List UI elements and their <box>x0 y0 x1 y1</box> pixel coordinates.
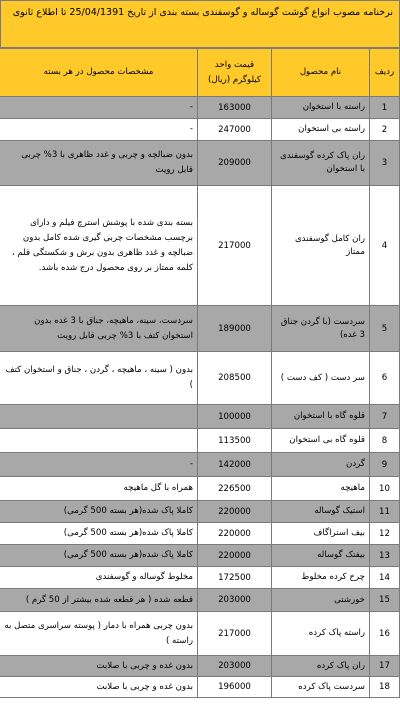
table-row <box>0 501 400 523</box>
product-name: قلوه گاه با استخوان <box>272 405 370 429</box>
row-number: 5 <box>370 306 400 352</box>
unit-price: 247000 <box>198 119 272 141</box>
product-name: بیفتک گوساله <box>272 545 370 567</box>
table-row <box>0 186 400 306</box>
product-spec: - <box>0 97 198 119</box>
row-number: 4 <box>370 186 400 306</box>
table-row <box>0 523 400 545</box>
unit-price: 196000 <box>198 677 272 698</box>
table-row <box>0 429 400 453</box>
row-number: 15 <box>370 589 400 612</box>
unit-price: 163000 <box>198 97 272 119</box>
product-spec: مخلوط گوساله و گوسفندی <box>0 567 198 589</box>
row-number: 12 <box>370 523 400 545</box>
unit-price: 220000 <box>198 545 272 567</box>
product-spec: بدون غده و چربی با صلابت <box>0 677 198 698</box>
row-number: 13 <box>370 545 400 567</box>
table-row <box>0 545 400 567</box>
table-header-row <box>0 49 400 97</box>
row-number: 7 <box>370 405 400 429</box>
product-name: راسته با استخوان <box>272 97 370 119</box>
product-spec: بسته بندی شده با پوشش استرچ فیلم و دارای برچسب مشخصات چربی گیری شده کامل بدون ضبالچه و غدد ظاهری بدون برش و شکستگی قلم ، کلمه ممتاز بر روی محصول درج شده باشد. <box>0 186 198 306</box>
product-name: گردن <box>272 453 370 477</box>
row-number: 14 <box>370 567 400 589</box>
document-title: نرخنامه مصوب انواع گوشت گوساله و گوسفندی بسته بندی از تاریخ 25/04/1391 تا اطلاع ثانوی <box>0 0 400 48</box>
unit-price: 189000 <box>198 306 272 352</box>
product-name: ران پاک کرده <box>272 656 370 677</box>
product-spec: قطعه شده ( هر قطعه شده بیشتر از 50 گرم ) <box>0 589 198 612</box>
product-name: استیک گوساله <box>272 501 370 523</box>
table-row <box>0 453 400 477</box>
product-spec: بدون چربی همراه با دمار ( پوسته سراسری متصل به راسته ) <box>0 612 198 656</box>
unit-price: 208500 <box>198 352 272 405</box>
unit-price: 220000 <box>198 501 272 523</box>
row-number: 18 <box>370 677 400 698</box>
row-number: 10 <box>370 477 400 501</box>
product-spec: کاملا پاک شده(هر بسته 500 گرمی) <box>0 545 198 567</box>
product-name: سردست (با گردن جناق 3 غده) <box>272 306 370 352</box>
product-name: ران کامل گوسفندی ممتاز <box>272 186 370 306</box>
product-name: ران پاک کرده گوسفندی با استخوان <box>272 141 370 186</box>
product-name: راسته پاک کرده <box>272 612 370 656</box>
unit-price: 220000 <box>198 523 272 545</box>
unit-price: 217000 <box>198 186 272 306</box>
row-number: 6 <box>370 352 400 405</box>
product-spec: سردست، سینه، ماهیچه، جناق با 3 غده بدون استخوان کتف با 3% چربی قابل رویت <box>0 306 198 352</box>
product-spec: - <box>0 453 198 477</box>
header-unit-price: قیمت واحد کیلوگرم (ریال) <box>198 49 272 97</box>
row-number: 8 <box>370 429 400 453</box>
row-number: 2 <box>370 119 400 141</box>
table-row <box>0 141 400 186</box>
product-name: سردست پاک کرده <box>272 677 370 698</box>
header-product-spec: مشخصات محصول در هر بسته <box>0 49 198 97</box>
row-number: 17 <box>370 656 400 677</box>
product-name: ماهیچه <box>272 477 370 501</box>
table-row <box>0 677 400 698</box>
table-row <box>0 97 400 119</box>
unit-price: 203000 <box>198 589 272 612</box>
price-table <box>0 48 400 698</box>
header-row-number: ردیف <box>370 49 400 97</box>
unit-price: 226500 <box>198 477 272 501</box>
product-name: خورشتی <box>272 589 370 612</box>
product-name: راسته بی استخوان <box>272 119 370 141</box>
row-number: 9 <box>370 453 400 477</box>
table-row <box>0 477 400 501</box>
row-number: 11 <box>370 501 400 523</box>
product-name: قلوه گاه بی استخوان <box>272 429 370 453</box>
product-spec: کاملا پاک شده(هر بسته 500 گرمی) <box>0 523 198 545</box>
table-row <box>0 656 400 677</box>
row-number: 16 <box>370 612 400 656</box>
product-spec <box>0 405 198 429</box>
table-row <box>0 405 400 429</box>
unit-price: 217000 <box>198 612 272 656</box>
row-number: 1 <box>370 97 400 119</box>
unit-price: 203000 <box>198 656 272 677</box>
table-row <box>0 589 400 612</box>
unit-price: 172500 <box>198 567 272 589</box>
product-spec: بدون ( سینه ، ماهیچه ، گردن ، جناق و استخوان کتف ) <box>0 352 198 405</box>
product-spec: بدون ضبالچه و چربی و غدد ظاهری با 3% چربی قابل رویت <box>0 141 198 186</box>
product-spec: همراه با گل ماهیچه <box>0 477 198 501</box>
unit-price: 142000 <box>198 453 272 477</box>
unit-price: 100000 <box>198 405 272 429</box>
product-spec <box>0 429 198 453</box>
table-row <box>0 119 400 141</box>
table-row <box>0 612 400 656</box>
product-name: چرخ کرده مخلوط <box>272 567 370 589</box>
header-product-name: نام محصول <box>272 49 370 97</box>
unit-price: 209000 <box>198 141 272 186</box>
product-spec: - <box>0 119 198 141</box>
table-row <box>0 306 400 352</box>
product-name: سر دست ( کف دست ) <box>272 352 370 405</box>
product-spec: کاملا پاک شده(هر بسته 500 گرمی) <box>0 501 198 523</box>
table-row <box>0 352 400 405</box>
product-spec: بدون غده و چربی با صلابت <box>0 656 198 677</box>
unit-price: 113500 <box>198 429 272 453</box>
table-row <box>0 567 400 589</box>
product-name: بیف استراگاف <box>272 523 370 545</box>
row-number: 3 <box>370 141 400 186</box>
